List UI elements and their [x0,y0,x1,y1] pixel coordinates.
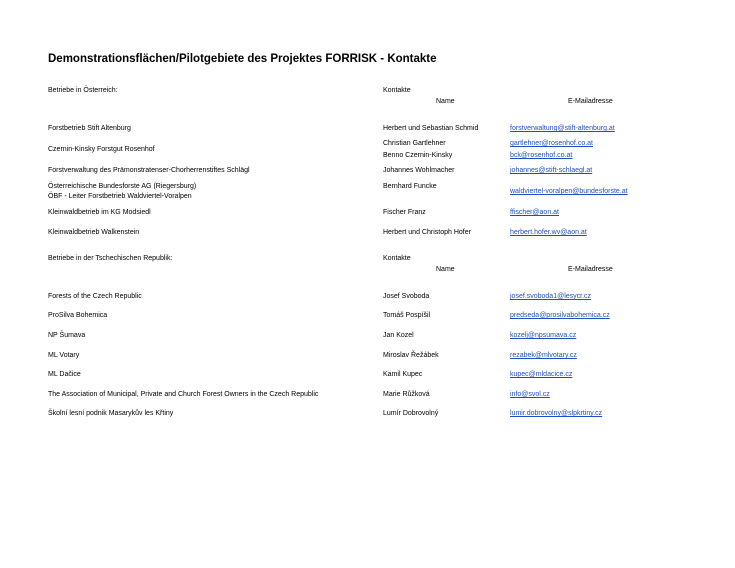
contact-name: Lumír Dobrovolný [383,410,439,417]
page-title: Demonstrationsflächen/Pilotgebiete des Projektes FORRISK - Kontakte [48,53,437,65]
org-name: Kleinwaldbetrieb Walkenstein [48,229,140,236]
email-link[interactable]: josef.svoboda1@lesycr.cz [510,293,592,300]
column-header-name: Name [436,98,455,105]
org-name: ÖBF - Leiter Forstbetrieb Waldviertel-Voralpen [48,193,192,200]
section-heading-austria: Betriebe in Österreich: [48,87,118,94]
contact-name: Herbert und Christoph Hofer [383,229,471,236]
contact-name: Christian Gartlehner [383,140,446,147]
email-link[interactable]: waldviertel-voralpen@bundesforste.at [510,188,628,195]
email-link[interactable]: forstverwaltung@stift-altenburg.at [510,125,615,132]
contact-name: Tomáš Pospíšil [383,312,431,319]
column-header-name: Name [436,266,455,273]
org-name: The Association of Municipal, Private and Church Forest Owners in the Czech Republic [48,391,319,398]
contacts-label: Kontakte [383,87,411,94]
org-name: NP Šumava [48,332,86,339]
org-name: Forests of the Czech Republic [48,293,142,300]
email-link[interactable]: gartlehner@rosenhof.co.at [510,140,593,147]
contact-name: Marie Růžková [383,391,430,398]
email-link[interactable]: kozelj@npsumava.cz [510,332,577,339]
column-header-email: E-Mailadresse [568,266,613,273]
contact-name: Bernhard Funcke [383,183,437,190]
org-name: Forstbetrieb Stift Altenburg [48,125,131,132]
email-link[interactable]: info@svol.cz [510,391,550,398]
org-name: Školní lesní podnik Masarykův les Křtiny [48,410,174,417]
section-heading-czech: Betriebe in der Tschechischen Republik: [48,255,173,262]
org-name: Forstverwaltung des Prämonstratenser-Chorherrenstiftes Schlägl [48,167,250,174]
email-link[interactable]: predseda@prosilvabohemica.cz [510,312,610,319]
contacts-label: Kontakte [383,255,411,262]
email-link[interactable]: herbert.hofer.wv@aon.at [510,229,587,236]
org-name: ML Votary [48,352,80,359]
org-name: ML Dačice [48,371,81,378]
email-link[interactable]: ffischer@aon.at [510,209,560,216]
contact-name: Kamil Kupec [383,371,423,378]
contact-name: Fischer Franz [383,209,426,216]
org-name: Czernin-Kinsky Forstgut Rosenhof [48,146,155,153]
email-link[interactable]: bck@rosenhof.co.at [510,152,573,159]
org-name: ProSilva Bohemica [48,312,108,319]
contact-name: Benno Czernin-Kinsky [383,152,453,159]
contact-name: Jan Kozel [383,332,414,339]
email-link[interactable]: rezabek@mlvotary.cz [510,352,577,359]
contact-name: Herbert und Sebastian Schmid [383,125,479,132]
org-name: Österreichische Bundesforste AG (Riegersburg) [48,183,197,190]
contact-name: Johannes Wohlmacher [383,167,455,174]
contact-name: Miroslav Řežábek [383,352,439,359]
column-header-email: E-Mailadresse [568,98,613,105]
org-name: Kleinwaldbetrieb im KG Modsiedl [48,209,151,216]
email-link[interactable]: lumir.dobrovolny@slpkrtiny.cz [510,410,603,417]
email-link[interactable]: kupec@mldacice.cz [510,371,573,378]
email-link[interactable]: johannes@stift-schlaegl.at [510,167,593,174]
contact-name: Josef Svoboda [383,293,430,300]
